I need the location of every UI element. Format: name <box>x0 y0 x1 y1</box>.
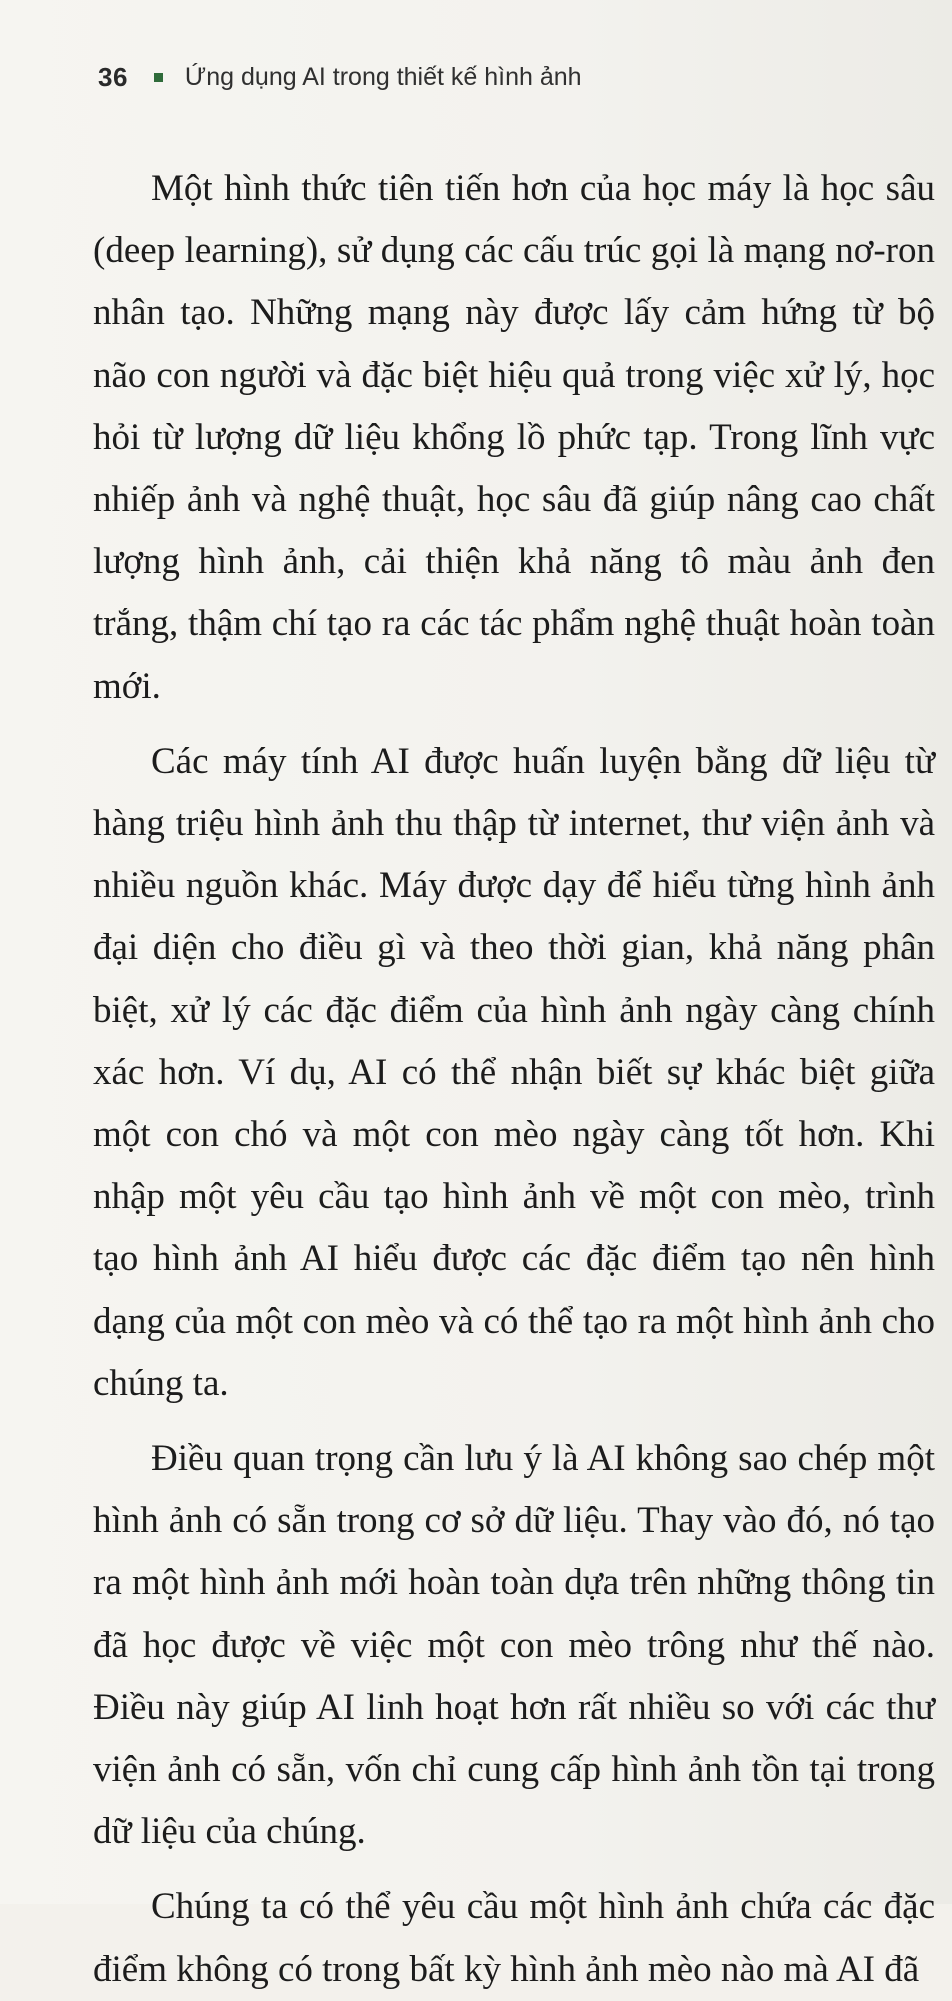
running-title: Ứng dụng AI trong thiết kế hình ảnh <box>184 63 582 91</box>
page-header <box>98 62 582 93</box>
paragraph-4: Chúng ta có thể yêu cầu một hình ảnh chứa các đặc điểm không có trong bất kỳ hình ảnh mèo nào mà AI đã <box>93 1886 935 1990</box>
paragraph-1: Một hình thức tiên tiến hơn của học máy là học sâu (deep learning), sử dụng các cấu trúc gọi là mạng nơ-ron nhân tạo. Những mạng này được lấy cảm hứng từ bộ não con người và đặc biệt hiệu quả trong việc xử lý, học hỏi từ lượng dữ liệu khổng lồ phức tạp. Trong lĩnh vực nhiếp ảnh và nghệ thuật, học sâu đã giúp nâng cao chất lượng hình ảnh, cải thiện khả năng tô màu ảnh đen trắng, thậm chí tạo ra các tác phẩm nghệ thuật hoàn toàn mới. <box>93 168 935 707</box>
page-number: 36 <box>98 62 128 92</box>
body-text <box>93 158 935 2001</box>
paragraph-2: Các máy tính AI được huấn luyện bằng dữ liệu từ hàng triệu hình ảnh thu thập từ internet, thư viện ảnh và nhiều nguồn khác. Máy được dạy để hiểu từng hình ảnh đại diện cho điều gì và theo thời gian, khả năng phân biệt, xử lý các đặc điểm của hình ảnh ngày càng chính xác hơn. Ví dụ, AI có thể nhận biết sự khác biệt giữa một con chó và một con mèo ngày càng tốt hơn. Khi nhập một yêu cầu tạo hình ảnh về một con mèo, trình tạo hình ảnh AI hiểu được các đặc điểm tạo nên hình dạng của một con mèo và có thể tạo ra một hình ảnh cho chúng ta. <box>93 740 935 1404</box>
square-bullet-icon <box>154 73 163 82</box>
paragraph-3: Điều quan trọng cần lưu ý là AI không sao chép một hình ảnh có sẵn trong cơ sở dữ liệu. Thay vào đó, nó tạo ra một hình ảnh mới hoàn toàn dựa trên những thông tin đã học được về việc một con mèo trông như thế nào. Điều này giúp AI linh hoạt hơn rất nhiều so với các thư viện ảnh có sẵn, vốn chỉ cung cấp hình ảnh tồn tại trong dữ liệu của chúng. <box>93 1438 935 1853</box>
